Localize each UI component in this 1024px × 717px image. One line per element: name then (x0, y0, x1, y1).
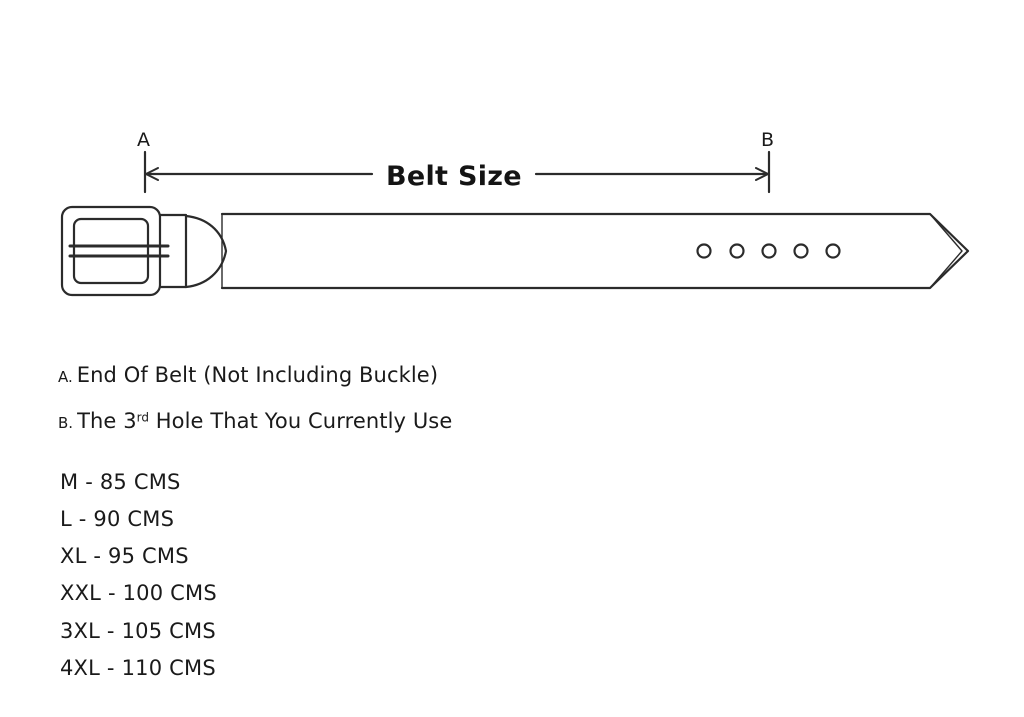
belt-keeper (160, 215, 186, 287)
buckle-inner (74, 219, 148, 283)
legend-item-b (58, 409, 452, 433)
belt-strap (222, 214, 968, 288)
legend-text-a: End Of Belt (Not Including Buckle) (76, 363, 439, 387)
belt-hole (763, 245, 776, 258)
legend-key-a: A. (58, 368, 73, 386)
size-row: 4XL - 110 CMS (60, 656, 216, 680)
size-row: XXL - 100 CMS (60, 581, 217, 605)
size-row: M - 85 CMS (60, 470, 181, 494)
belt-fold-tip (186, 216, 226, 287)
belt-hole (795, 245, 808, 258)
size-row: XL - 95 CMS (60, 544, 189, 568)
legend-ordinal-suffix: rd (136, 410, 149, 425)
belt-size-caption: Belt Size (386, 161, 522, 192)
marker-label-b: B (761, 129, 775, 151)
legend-text-b-after: Hole That You Currently Use (149, 409, 453, 433)
belt-hole (731, 245, 744, 258)
belt-hole (698, 245, 711, 258)
legend-key-b: B. (58, 414, 74, 432)
legend-item-a (58, 363, 438, 387)
size-row: L - 90 CMS (60, 507, 175, 531)
size-row: 3XL - 105 CMS (60, 619, 216, 643)
belt-hole (827, 245, 840, 258)
belt-tip-edge (930, 214, 962, 288)
marker-label-a: A (137, 129, 151, 151)
legend-text-b-before: The 3 (77, 409, 137, 433)
